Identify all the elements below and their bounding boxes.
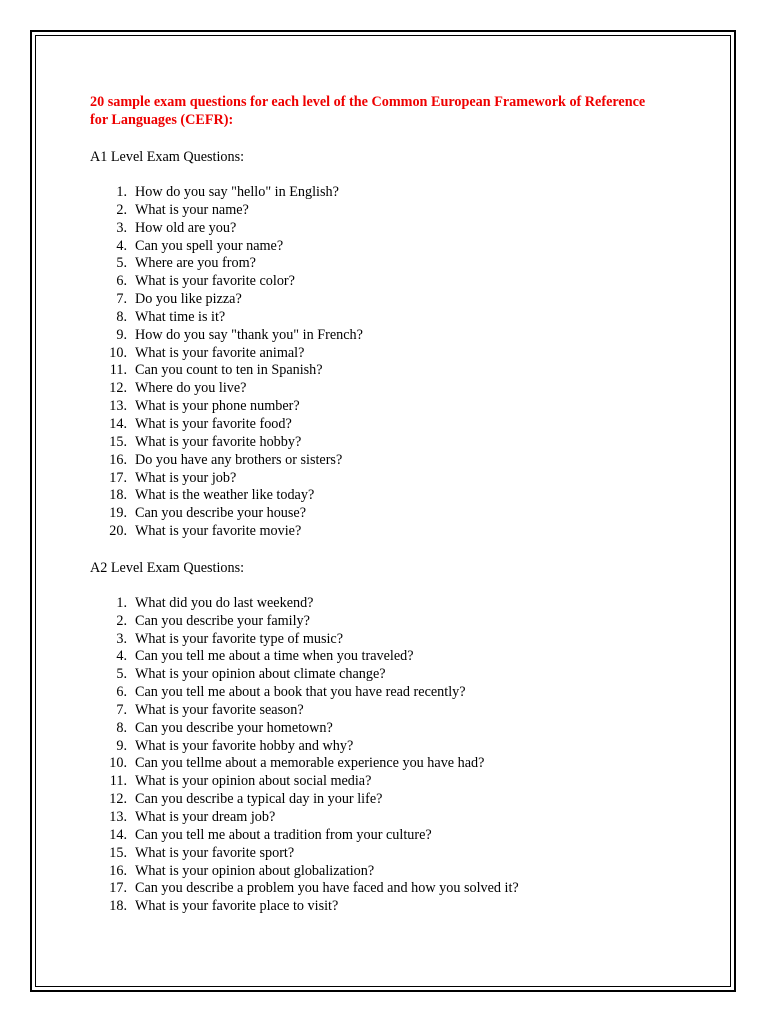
question-text: Can you describe your hometown? (135, 719, 333, 736)
question-text: What is your favorite sport? (135, 844, 295, 861)
question-text: What is your opinion about climate change? (135, 666, 386, 683)
question-text: What is your favorite hobby? (135, 433, 302, 450)
question-item (90, 398, 650, 416)
question-number: 5. (116, 255, 127, 272)
document-title: 20 sample exam questions for each level of the Common European Framework of Reference for Languages (CEFR): (90, 94, 646, 128)
section-heading-a1: A1 Level Exam Questions: (90, 149, 245, 165)
question-text: What is your favorite movie? (135, 523, 302, 540)
document-content (90, 93, 650, 934)
question-number: 1. (116, 184, 127, 200)
question-item (90, 738, 650, 756)
question-number: 8. (116, 308, 127, 325)
question-text: How old are you? (135, 219, 237, 236)
question-text: What is your opinion about social media? (135, 773, 372, 790)
question-text: Where do you live? (135, 380, 247, 397)
question-item (90, 238, 650, 256)
question-text: What is your favorite place to visit? (135, 898, 339, 915)
question-text: What is your favorite hobby and why? (135, 737, 354, 754)
question-item (90, 255, 650, 273)
question-number: 17. (109, 469, 127, 486)
question-text: Do you have any brothers or sisters? (135, 451, 343, 468)
question-item (90, 898, 650, 916)
question-number: 4. (116, 648, 127, 665)
question-text: What is your favorite type of music? (135, 630, 344, 647)
question-list-a2 (90, 595, 650, 916)
question-number: 5. (116, 666, 127, 683)
question-item (90, 666, 650, 684)
question-item (90, 845, 650, 863)
question-item (90, 827, 650, 845)
question-text: Can you tell me about a time when you traveled? (135, 648, 414, 665)
question-list-a1 (90, 184, 650, 541)
question-item (90, 613, 650, 631)
question-number: 3. (116, 630, 127, 647)
question-number: 13. (109, 398, 127, 415)
question-text: What is your dream job? (135, 809, 276, 825)
question-item (90, 452, 650, 470)
question-number: 12. (109, 380, 127, 397)
question-item (90, 220, 650, 238)
question-number: 14. (109, 415, 127, 432)
question-item (90, 327, 650, 345)
question-item (90, 487, 650, 505)
question-number: 9. (116, 737, 127, 754)
question-text: What is your job? (135, 469, 237, 486)
question-item (90, 291, 650, 309)
question-text: What is your favorite animal? (135, 344, 305, 361)
question-text: What is your opinion about globalization? (135, 862, 375, 879)
question-text: Do you like pizza? (135, 291, 242, 308)
question-text: Can you describe your house? (135, 505, 306, 522)
section-heading-a2: A2 Level Exam Questions: (90, 559, 245, 576)
question-item (90, 523, 650, 541)
question-number: 16. (109, 862, 127, 879)
question-item (90, 773, 650, 791)
question-number: 13. (109, 809, 127, 825)
question-item (90, 273, 650, 291)
question-text: What did you do last weekend? (135, 594, 314, 611)
question-text: What is your favorite food? (135, 415, 292, 432)
question-number: 7. (116, 701, 127, 718)
question-number: 14. (109, 826, 127, 843)
question-number: 18. (109, 898, 127, 915)
section-a1 (90, 148, 650, 541)
question-item (90, 434, 650, 452)
question-number: 20. (109, 523, 127, 540)
question-number: 2. (116, 612, 127, 629)
question-item (90, 380, 650, 398)
question-number: 18. (109, 487, 127, 504)
question-number: 9. (116, 326, 127, 343)
question-item (90, 720, 650, 738)
question-item (90, 345, 650, 363)
question-number: 2. (116, 201, 127, 218)
question-text: Can you tell me about a book that you have read recently? (135, 684, 466, 701)
question-number: 16. (109, 451, 127, 468)
question-number: 17. (109, 880, 127, 897)
question-item (90, 202, 650, 220)
question-text: Can you tellme about a memorable experience you have had? (135, 755, 485, 772)
question-text: What is your name? (135, 201, 249, 218)
question-text: Can you describe a problem you have faced and how you solved it? (135, 880, 519, 897)
question-item (90, 631, 650, 649)
question-text: What is the weather like today? (135, 487, 315, 504)
question-item (90, 416, 650, 434)
question-item (90, 684, 650, 702)
question-text: What is your favorite color? (135, 273, 295, 290)
question-number: 19. (109, 505, 127, 522)
question-text: What is your favorite season? (135, 701, 304, 718)
question-number: 10. (109, 344, 127, 361)
question-item (90, 505, 650, 523)
question-item (90, 648, 650, 666)
question-number: 12. (109, 791, 127, 808)
question-number: 6. (116, 684, 127, 701)
question-number: 3. (116, 219, 127, 236)
question-item (90, 755, 650, 773)
question-item (90, 809, 650, 827)
question-number: 11. (109, 362, 127, 379)
question-text: Where are you from? (135, 255, 256, 272)
question-text: Can you describe your family? (135, 612, 310, 629)
question-item (90, 702, 650, 720)
question-number: 8. (116, 719, 127, 736)
question-text: Can you describe a typical day in your life? (135, 791, 383, 808)
question-number: 15. (109, 433, 127, 450)
question-number: 1. (116, 594, 127, 611)
question-number: 10. (109, 755, 127, 772)
question-item (90, 184, 650, 202)
question-text: Can you spell your name? (135, 237, 284, 254)
question-text: Can you tell me about a tradition from your culture? (135, 826, 432, 843)
question-item (90, 470, 650, 488)
question-number: 4. (116, 237, 127, 254)
question-text: What time is it? (135, 308, 226, 325)
question-item (90, 880, 650, 898)
question-item (90, 309, 650, 327)
question-text: How do you say "hello" in English? (135, 184, 339, 200)
question-item (90, 595, 650, 613)
question-text: How do you say "thank you" in French? (135, 326, 363, 343)
question-number: 11. (109, 773, 127, 790)
section-a2 (90, 559, 650, 916)
question-text: Can you count to ten in Spanish? (135, 362, 323, 379)
question-number: 7. (116, 291, 127, 308)
question-item (90, 362, 650, 380)
question-text: What is your phone number? (135, 398, 300, 415)
question-number: 15. (109, 844, 127, 861)
question-item (90, 791, 650, 809)
question-number: 6. (116, 273, 127, 290)
question-item (90, 863, 650, 881)
